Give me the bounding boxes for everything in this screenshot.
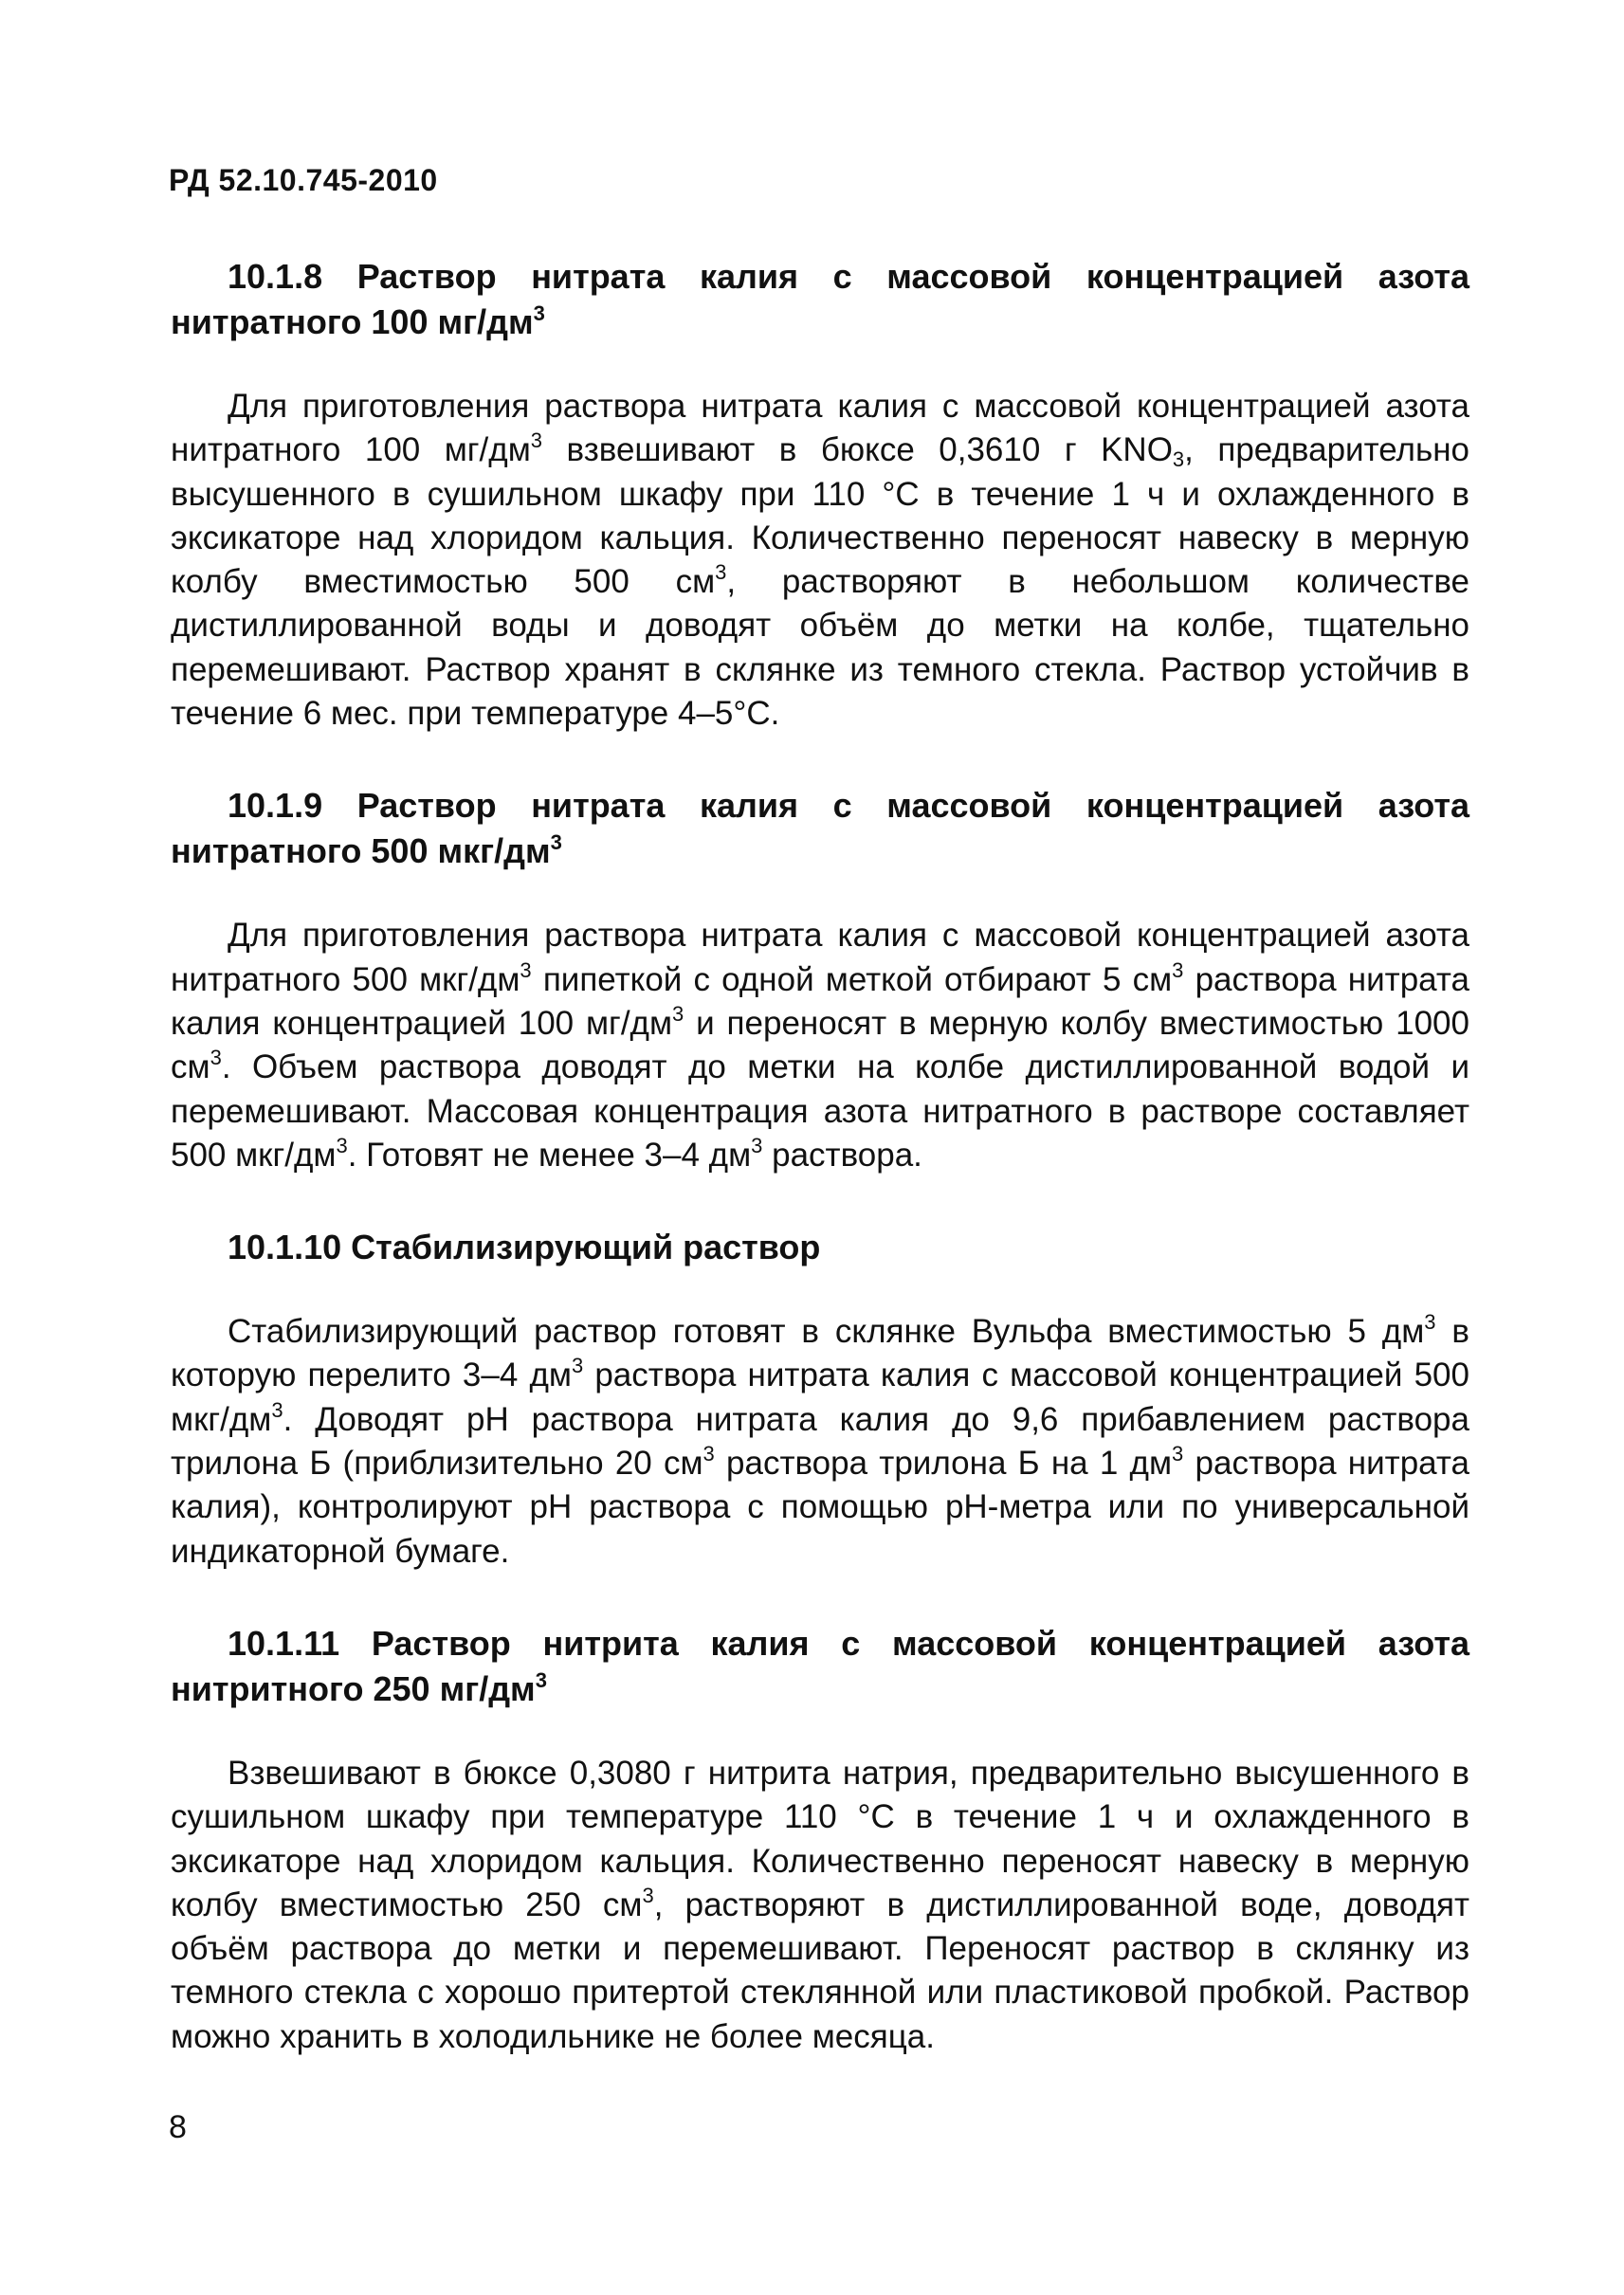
superscript: 3: [703, 1442, 715, 1466]
superscript: 3: [1424, 1310, 1436, 1335]
section-heading-10-1-10: [171, 1225, 1469, 1270]
superscript: 3: [550, 830, 562, 855]
section-number: 10.1.11: [228, 1623, 340, 1663]
superscript: 3: [642, 1883, 654, 1907]
superscript: 3: [533, 301, 545, 325]
text-run: раствора.: [762, 1136, 922, 1174]
superscript: 3: [1172, 957, 1184, 982]
section-title: Раствор нитрита калия с массовой концентрацией азота нитритного 250 мг/дм: [171, 1623, 1469, 1708]
section-paragraph-10-1-9: [171, 914, 1469, 1177]
superscript: 3: [271, 1397, 283, 1422]
document-body: [171, 254, 1469, 2059]
text-run: и переносят в мерную колбу вместимостью 1000 см: [171, 1004, 1469, 1086]
page-number: 8: [169, 2109, 187, 2145]
text-run: раствора нитрата калия), контролируют pH раствора с помощью pH-метра или по универсальной индикаторной бумаге.: [171, 1445, 1469, 1570]
superscript: 3: [672, 1001, 684, 1026]
superscript: 3: [520, 957, 532, 982]
text-run: раствора нитрата калия концентрацией 100 мг/дм: [171, 960, 1469, 1042]
superscript: 3: [535, 1667, 547, 1692]
section-title: Стабилизирующий раствор: [351, 1228, 821, 1267]
text-run: , растворяют в небольшом количестве дистиллированной воды и доводят объём до метки на колбе, тщательно перемешивают. Раствор хранят в склянке из темного стекла. Раствор устойчив в течение 6 мес. при температуре 4–5°С.: [171, 563, 1470, 733]
text-run: раствора нитрата калия с массовой концентрацией 500 мкг/дм: [171, 1357, 1469, 1438]
section-number: 10.1.8: [228, 257, 323, 296]
section-heading-10-1-11: [171, 1621, 1469, 1712]
section-heading-10-1-8: [171, 254, 1469, 345]
superscript: 3: [336, 1133, 348, 1157]
superscript: 3: [751, 1133, 763, 1157]
text-run: в которую перелито 3–4 дм: [171, 1313, 1469, 1394]
superscript: 3: [571, 1354, 584, 1378]
section-number: 10.1.9: [228, 786, 323, 826]
text-run: Взвешивают в бюксе 0,3080 г нитрита натрия, предварительно высушенного в сушильном шкафу при температуре 110 °С в течение 1 ч и охлажденного в эксикаторе над хлоридом кальция. Количественно переносят навеску в мерную колбу вместимостью 250 см: [171, 1754, 1469, 1923]
text-run: . Готовят не менее 3–4 дм: [347, 1136, 752, 1174]
text-run: . Объем раствора доводят до метки на колбе дистиллированной водой и перемешивают. Массовая концентрация азота нитратного в растворе составляет 500 мкг/дм: [171, 1048, 1469, 1174]
section-paragraph-10-1-10: [171, 1310, 1469, 1574]
text-run: пипеткой с одной меткой отбирают 5 см: [531, 960, 1173, 998]
text-run: Для приготовления раствора нитрата калия с массовой концентрацией азота нитратного 100 мг/дм: [171, 388, 1469, 469]
section-number: 10.1.10: [228, 1228, 342, 1267]
superscript: 3: [1172, 1442, 1184, 1466]
text-run: , предварительно высушенного в сушильном шкафу при 110 °С в течение 1 ч и охлажденного в эксикаторе над хлоридом кальция. Количественно переносят навеску в мерную колбу вместимостью 500 см: [171, 431, 1469, 601]
text-run: Для приготовления раствора нитрата калия с массовой концентрацией азота нитратного 500 мкг/дм: [171, 917, 1469, 998]
text-run: раствора трилона Б на 1 дм: [714, 1445, 1173, 1483]
superscript: 3: [715, 560, 727, 585]
section-title: Раствор нитрата калия с массовой концентрацией азота нитратного 100 мг/дм: [171, 257, 1469, 341]
superscript: 3: [210, 1046, 222, 1070]
text-run: взвешивают в бюксе 0,3610 г KNO: [542, 431, 1173, 469]
document-code: РД 52.10.745-2010: [169, 163, 438, 197]
text-run: Стабилизирующий раствор готовят в склянке Вульфа вместимостью 5 дм: [228, 1313, 1425, 1351]
section-paragraph-10-1-8: [171, 385, 1469, 736]
section-paragraph-10-1-11: [171, 1752, 1469, 2059]
superscript: 3: [530, 428, 543, 453]
text-run: , растворяют в дистиллированной воде, доводят объём раствора до метки и перемешивают. Переносят раствор в склянку из темного стекла с хорошо притертой стеклянной или пластиковой пробкой. Раствор можно хранить в холодильнике не более месяца.: [171, 1885, 1469, 2055]
section-title: Раствор нитрата калия с массовой концентрацией азота нитратного 500 мкг/дм: [171, 786, 1469, 871]
subscript: 3: [1172, 447, 1185, 472]
text-run: . Доводят pH раствора нитрата калия до 9,6 прибавлением раствора трилона Б (приблизительно 20 см: [171, 1400, 1469, 1483]
section-heading-10-1-9: [171, 783, 1469, 874]
